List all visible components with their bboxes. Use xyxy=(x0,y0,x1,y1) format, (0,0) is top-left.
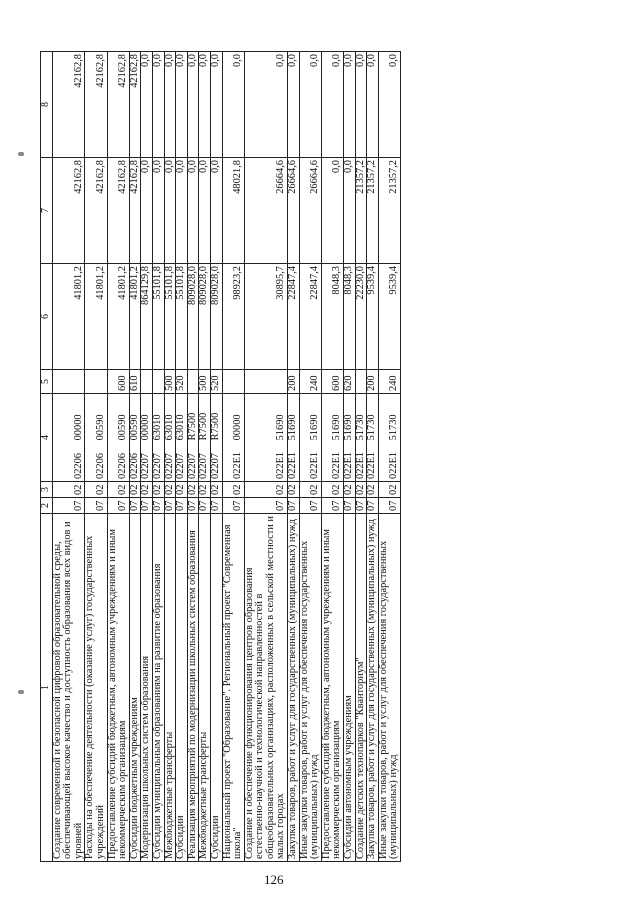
row-pr: 02 xyxy=(52,482,85,498)
row-vr: 610 xyxy=(129,370,141,394)
row-pr: 02 xyxy=(367,482,379,498)
table-row xyxy=(187,52,199,862)
row-value-7: 0,0 xyxy=(164,158,176,264)
row-csr-direction: 51690 xyxy=(309,414,321,441)
row-csr xyxy=(152,394,164,482)
row-csr xyxy=(85,394,107,482)
row-csr xyxy=(129,394,141,482)
row-pr: 02 xyxy=(299,482,321,498)
row-name: Создание и обеспечение функционирования центров образования естественно-научной и технологической направленностей в общеобразовательных организациях, расположенных в сельской местности и малых городах xyxy=(244,514,287,862)
row-vr xyxy=(222,370,244,394)
header-cell: 6 xyxy=(41,264,53,370)
row-value-8: 0,0 xyxy=(210,52,222,158)
table-row xyxy=(141,52,153,862)
row-rz: 07 xyxy=(344,498,356,514)
row-csr-program: 02206 xyxy=(117,453,129,479)
row-value-6: 30895,7 xyxy=(244,264,287,370)
row-value-7: 42162,8 xyxy=(107,158,129,264)
row-value-6: 8048,3 xyxy=(321,264,343,370)
row-csr-program: 02206 xyxy=(128,453,140,479)
row-value-8: 42162,8 xyxy=(85,52,107,158)
row-value-6: 55101,8 xyxy=(152,264,164,370)
row-name: Субсидии бюджетным учреждениям xyxy=(129,514,141,862)
row-value-8: 0,0 xyxy=(141,52,153,158)
rotated-sheet xyxy=(40,42,600,887)
row-value-6: 55101,8 xyxy=(176,264,188,370)
row-name: Национальный проект "Образование". Региональный проект "Современная школа" xyxy=(222,514,244,862)
row-value-6: 22847,4 xyxy=(288,264,300,370)
row-rz: 07 xyxy=(367,498,379,514)
row-value-7: 21357,2 xyxy=(355,158,367,264)
row-csr xyxy=(187,394,199,482)
row-rz: 07 xyxy=(378,498,400,514)
row-value-7: 0,0 xyxy=(187,158,199,264)
row-csr xyxy=(355,394,367,482)
row-csr-direction: R7500 xyxy=(198,412,210,441)
row-rz: 07 xyxy=(129,498,141,514)
row-value-8: 0,0 xyxy=(187,52,199,158)
row-value-6: 41801,2 xyxy=(107,264,129,370)
row-csr-direction: R7500 xyxy=(186,412,198,441)
row-value-8: 0,0 xyxy=(164,52,176,158)
row-pr: 02 xyxy=(129,482,141,498)
table-row xyxy=(129,52,141,862)
row-value-8: 0,0 xyxy=(244,52,287,158)
row-csr-direction: 00590 xyxy=(117,414,129,441)
row-value-8: 42162,8 xyxy=(107,52,129,158)
row-value-7: 26664,6 xyxy=(299,158,321,264)
row-csr-direction: 51730 xyxy=(388,414,400,441)
row-vr xyxy=(152,370,164,394)
row-value-7: 0,0 xyxy=(321,158,343,264)
row-value-6: 9539,4 xyxy=(367,264,379,370)
row-value-7: 42162,8 xyxy=(129,158,141,264)
row-value-6: 55101,8 xyxy=(164,264,176,370)
row-csr-direction: 51690 xyxy=(287,414,299,441)
table-row xyxy=(299,52,321,862)
row-name: Иные закупки товаров, работ и услуг для обеспечения государственных (муниципальных) нужд xyxy=(299,514,321,862)
row-csr-direction: 63010 xyxy=(175,414,187,441)
row-value-7: 0,0 xyxy=(210,158,222,264)
table-row xyxy=(378,52,400,862)
row-csr-direction: 51690 xyxy=(331,414,343,441)
row-name: Межбюджетные трансферты xyxy=(164,514,176,862)
row-pr: 02 xyxy=(355,482,367,498)
row-csr-program: 022E1 xyxy=(354,451,366,479)
row-value-6: 864129,8 xyxy=(141,264,153,370)
row-rz: 07 xyxy=(52,498,85,514)
row-csr xyxy=(107,394,129,482)
row-csr-direction: 51690 xyxy=(275,414,287,441)
row-csr-direction: R7500 xyxy=(209,412,221,441)
row-csr-direction: 51690 xyxy=(343,414,355,441)
row-csr xyxy=(164,394,176,482)
header-cell: 5 xyxy=(41,370,53,394)
row-csr-direction: 63010 xyxy=(163,414,175,441)
row-csr xyxy=(299,394,321,482)
row-csr xyxy=(199,394,211,482)
row-value-7: 26664,6 xyxy=(244,158,287,264)
row-value-8: 0,0 xyxy=(355,52,367,158)
row-value-8: 0,0 xyxy=(176,52,188,158)
row-value-8: 0,0 xyxy=(367,52,379,158)
row-name: Предоставление субсидий бюджетным, автономным учреждениям и иным некоммерческим организациям xyxy=(321,514,343,862)
row-name: Расходы на обеспечение деятельности (оказание услуг) государственных учреждений xyxy=(85,514,107,862)
row-pr: 02 xyxy=(141,482,153,498)
row-vr xyxy=(141,370,153,394)
scan-mark xyxy=(18,152,24,156)
header-cell: 1 xyxy=(41,514,53,862)
table-row xyxy=(367,52,379,862)
row-csr xyxy=(244,394,287,482)
row-value-6: 22230,0 xyxy=(355,264,367,370)
row-value-7: 0,0 xyxy=(344,158,356,264)
row-csr-direction: 63010 xyxy=(151,414,163,441)
row-value-6: 809028,0 xyxy=(187,264,199,370)
row-vr xyxy=(355,370,367,394)
row-vr xyxy=(52,370,85,394)
row-value-6: 809028,0 xyxy=(199,264,211,370)
table-row xyxy=(52,52,85,862)
row-name: Реализация мероприятий по модернизации школьных систем образования xyxy=(187,514,199,862)
row-pr: 02 xyxy=(344,482,356,498)
row-vr: 240 xyxy=(378,370,400,394)
row-pr: 02 xyxy=(85,482,107,498)
row-pr: 02 xyxy=(152,482,164,498)
row-vr: 240 xyxy=(299,370,321,394)
row-value-7: 26664,6 xyxy=(288,158,300,264)
row-csr-program: 022E1 xyxy=(275,451,287,479)
row-vr: 600 xyxy=(107,370,129,394)
row-csr-program: 022E1 xyxy=(309,451,321,479)
header-cell: 7 xyxy=(41,158,53,264)
row-value-7: 0,0 xyxy=(141,158,153,264)
row-name: Создание детских технопарков "Кванториум" xyxy=(355,514,367,862)
row-rz: 07 xyxy=(288,498,300,514)
row-csr-program: 02207 xyxy=(198,453,210,479)
row-csr-program: 022E1 xyxy=(343,451,355,479)
row-csr xyxy=(367,394,379,482)
row-csr xyxy=(141,394,153,482)
row-csr-direction: 51730 xyxy=(366,414,378,441)
header-cell: 4 xyxy=(41,394,53,482)
row-pr: 02 xyxy=(378,482,400,498)
row-value-8: 0,0 xyxy=(222,52,244,158)
row-csr-program: 02207 xyxy=(209,453,221,479)
row-csr-program: 022E1 xyxy=(232,451,244,479)
row-vr: 520 xyxy=(176,370,188,394)
row-rz: 07 xyxy=(210,498,222,514)
table-row xyxy=(288,52,300,862)
table-row xyxy=(355,52,367,862)
row-value-6: 9539,4 xyxy=(378,264,400,370)
row-rz: 07 xyxy=(141,498,153,514)
row-csr-program: 02207 xyxy=(140,453,152,479)
row-vr xyxy=(244,370,287,394)
row-vr: 620 xyxy=(344,370,356,394)
budget-table xyxy=(40,51,401,862)
table-row xyxy=(222,52,244,862)
row-value-8: 42162,8 xyxy=(129,52,141,158)
row-rz: 07 xyxy=(244,498,287,514)
row-value-7: 48021,8 xyxy=(222,158,244,264)
row-value-7: 21357,2 xyxy=(378,158,400,264)
row-csr xyxy=(222,394,244,482)
header-cell: 2 xyxy=(41,498,53,514)
row-name: Иные закупки товаров, работ и услуг для обеспечения государственных (муниципальных) нужд xyxy=(378,514,400,862)
row-csr xyxy=(378,394,400,482)
row-value-6: 41801,2 xyxy=(52,264,85,370)
row-csr-program: 022E1 xyxy=(331,451,343,479)
row-rz: 07 xyxy=(164,498,176,514)
header-cell: 3 xyxy=(41,482,53,498)
row-csr-program: 02207 xyxy=(186,453,198,479)
row-csr-program: 022E1 xyxy=(287,451,299,479)
table-row xyxy=(164,52,176,862)
table-row xyxy=(176,52,188,862)
table-row xyxy=(210,52,222,862)
row-value-8: 0,0 xyxy=(288,52,300,158)
row-name: Межбюджетные трансферты xyxy=(199,514,211,862)
row-rz: 07 xyxy=(107,498,129,514)
row-csr-program: 02207 xyxy=(151,453,163,479)
row-name: Субсидии xyxy=(176,514,188,862)
row-pr: 02 xyxy=(164,482,176,498)
row-csr xyxy=(176,394,188,482)
row-csr xyxy=(210,394,222,482)
row-csr-program: 02206 xyxy=(72,453,84,479)
table-row xyxy=(199,52,211,862)
table-row xyxy=(244,52,287,862)
row-value-7: 0,0 xyxy=(176,158,188,264)
row-name: Закупка товаров, работ и услуг для государственных (муниципальных) нужд xyxy=(288,514,300,862)
row-csr xyxy=(344,394,356,482)
header-cell: 8 xyxy=(41,52,53,158)
row-vr xyxy=(187,370,199,394)
row-csr-direction: 00590 xyxy=(128,414,140,441)
row-rz: 07 xyxy=(321,498,343,514)
row-csr xyxy=(288,394,300,482)
row-pr: 02 xyxy=(222,482,244,498)
row-csr-direction: 51730 xyxy=(354,414,366,441)
row-name: Предоставление субсидий бюджетным, автономным учреждениям и иным некоммерческим организациям xyxy=(107,514,129,862)
table-row xyxy=(152,52,164,862)
row-name: Субсидии xyxy=(210,514,222,862)
row-rz: 07 xyxy=(152,498,164,514)
row-csr-program: 022E1 xyxy=(388,451,400,479)
row-value-8: 0,0 xyxy=(344,52,356,158)
row-value-6: 98923,2 xyxy=(222,264,244,370)
row-name: Субсидии муниципальным образованиям на развитие образования xyxy=(152,514,164,862)
row-rz: 07 xyxy=(176,498,188,514)
row-pr: 02 xyxy=(210,482,222,498)
row-name: Модернизация школьных систем образования xyxy=(141,514,153,862)
row-csr-direction: 00000 xyxy=(232,414,244,441)
table-row xyxy=(85,52,107,862)
row-value-6: 809028,0 xyxy=(210,264,222,370)
row-rz: 07 xyxy=(222,498,244,514)
row-pr: 02 xyxy=(244,482,287,498)
row-value-6: 8048,3 xyxy=(344,264,356,370)
row-csr-program: 02207 xyxy=(175,453,187,479)
row-rz: 07 xyxy=(355,498,367,514)
row-value-7: 0,0 xyxy=(152,158,164,264)
row-pr: 02 xyxy=(107,482,129,498)
row-vr: 500 xyxy=(164,370,176,394)
row-csr xyxy=(52,394,85,482)
row-vr: 520 xyxy=(210,370,222,394)
row-value-8: 0,0 xyxy=(378,52,400,158)
row-csr-direction: 00000 xyxy=(72,414,84,441)
row-name: Субсидии автономным учреждениям xyxy=(344,514,356,862)
scan-mark xyxy=(18,690,24,694)
row-csr-program: 02207 xyxy=(163,453,175,479)
row-rz: 07 xyxy=(199,498,211,514)
row-csr-program: 02206 xyxy=(94,453,106,479)
row-csr-direction: 00000 xyxy=(140,414,152,441)
row-rz: 07 xyxy=(187,498,199,514)
row-value-8: 42162,8 xyxy=(52,52,85,158)
row-name: Закупка товаров, работ и услуг для государственных (муниципальных) нужд xyxy=(367,514,379,862)
row-pr: 02 xyxy=(288,482,300,498)
row-pr: 02 xyxy=(187,482,199,498)
row-value-6: 22847,4 xyxy=(299,264,321,370)
row-pr: 02 xyxy=(176,482,188,498)
row-value-6: 41801,2 xyxy=(85,264,107,370)
row-value-6: 41801,2 xyxy=(129,264,141,370)
row-pr: 02 xyxy=(321,482,343,498)
row-value-7: 42162,8 xyxy=(85,158,107,264)
table-row xyxy=(107,52,129,862)
row-rz: 07 xyxy=(85,498,107,514)
table-row xyxy=(321,52,343,862)
row-value-8: 0,0 xyxy=(299,52,321,158)
row-vr xyxy=(85,370,107,394)
row-value-8: 0,0 xyxy=(321,52,343,158)
row-vr: 200 xyxy=(288,370,300,394)
table-row xyxy=(344,52,356,862)
row-value-7: 0,0 xyxy=(199,158,211,264)
row-csr xyxy=(321,394,343,482)
row-value-8: 0,0 xyxy=(152,52,164,158)
row-value-7: 42162,8 xyxy=(52,158,85,264)
row-value-8: 0,0 xyxy=(199,52,211,158)
row-vr: 200 xyxy=(367,370,379,394)
row-value-7: 21357,2 xyxy=(367,158,379,264)
row-name: Создание современной и безопасной цифровой образовательной среды, обеспечивающей высокое качество и доступность образования всех видов и уровней xyxy=(52,514,85,862)
row-vr: 600 xyxy=(321,370,343,394)
header-row xyxy=(41,52,53,862)
row-csr-program: 022E1 xyxy=(366,451,378,479)
row-rz: 07 xyxy=(299,498,321,514)
row-pr: 02 xyxy=(199,482,211,498)
row-csr-direction: 00590 xyxy=(94,414,106,441)
row-vr: 500 xyxy=(199,370,211,394)
page-number: 126 xyxy=(264,872,284,887)
